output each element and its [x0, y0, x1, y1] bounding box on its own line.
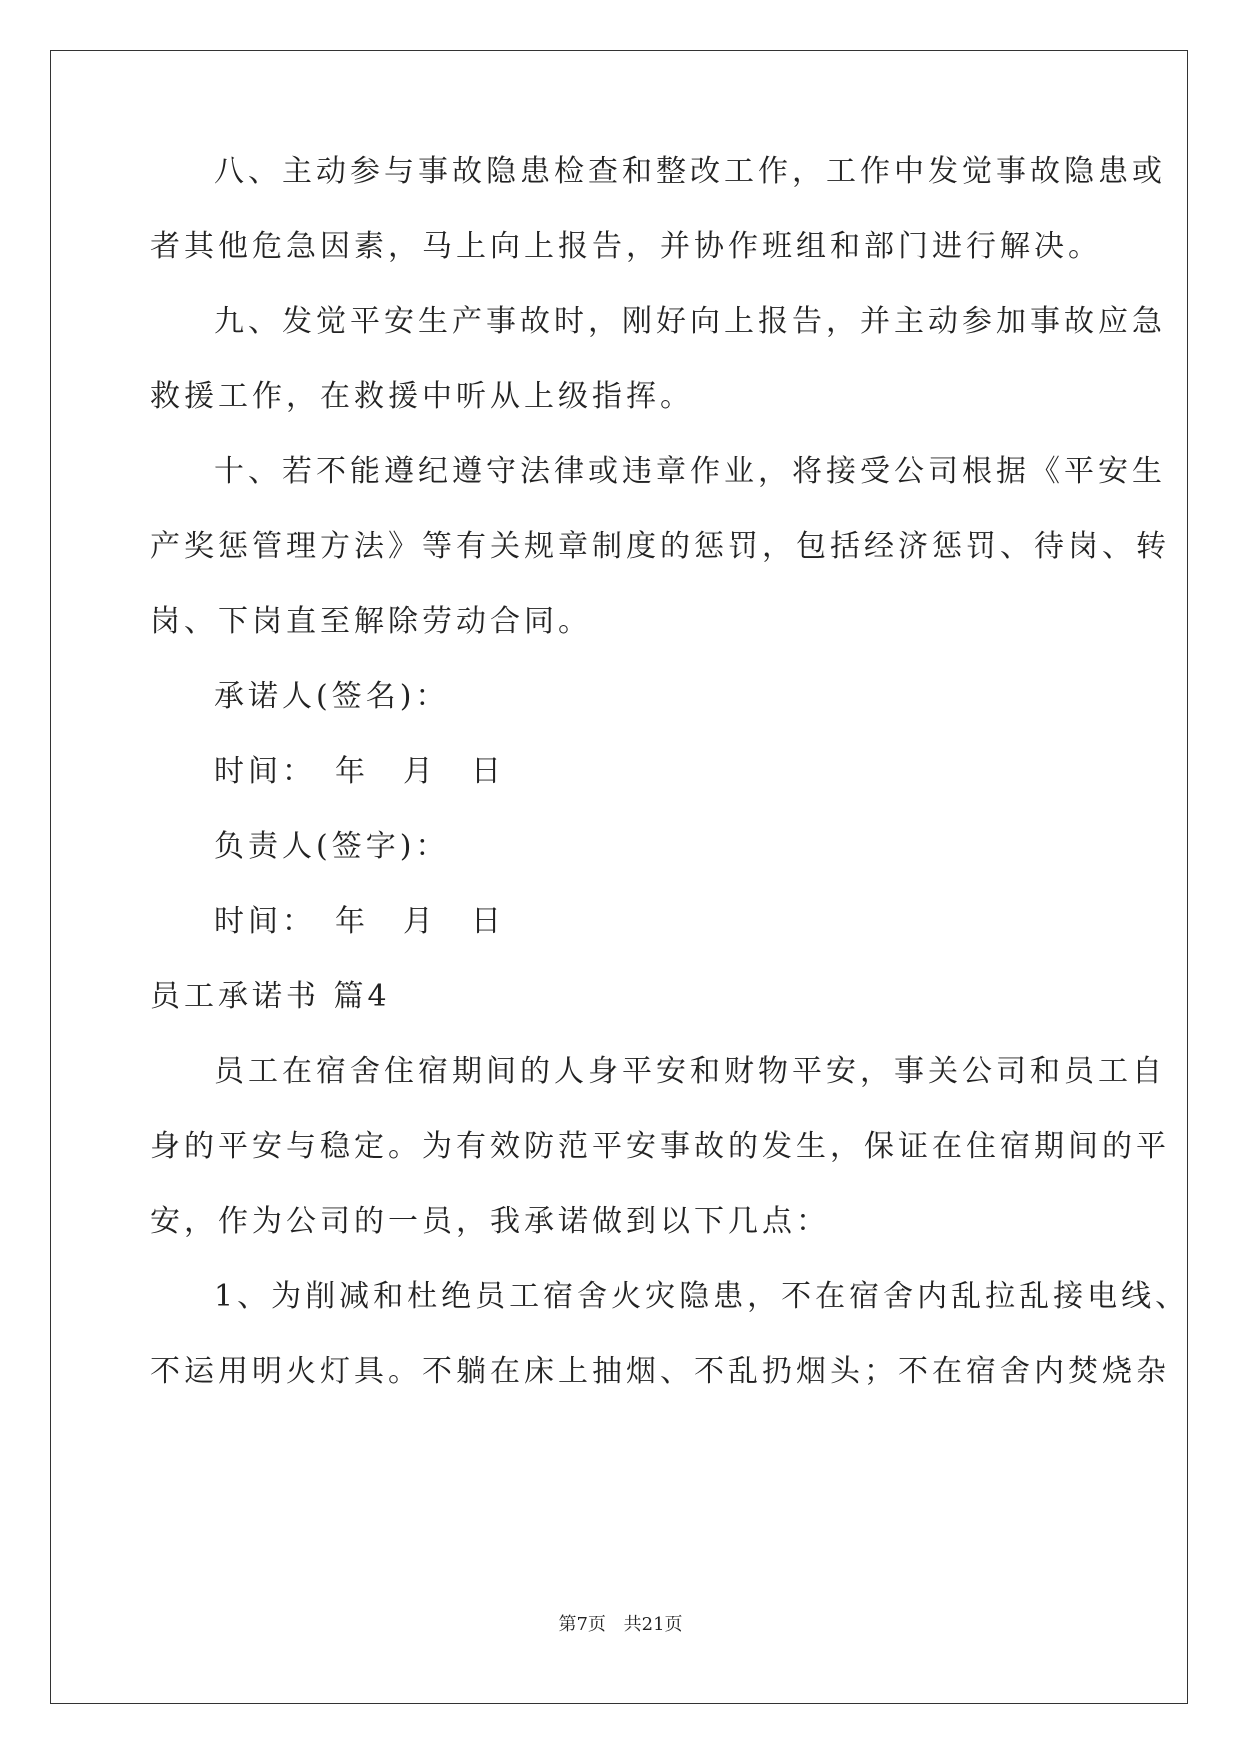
- paragraph-line: 十、若不能遵纪遵守法律或违章作业，将接受公司根据《平安生: [214, 454, 1166, 489]
- paragraph-line: 身的平安与稳定。为有效防范平安事故的发生，保证在住宿期间的平: [150, 1129, 1170, 1164]
- paragraph-line: 八、主动参与事故隐患检查和整改工作，工作中发觉事故隐患或: [214, 154, 1166, 189]
- paragraph-line: 不运用明火灯具。不躺在床上抽烟、不乱扔烟头；不在宿舍内焚烧杂: [150, 1354, 1170, 1389]
- paragraph-line: 救援工作，在救援中听从上级指挥。: [150, 379, 694, 414]
- signature-line-promisor: 承诺人(签名)：: [214, 679, 450, 714]
- paragraph-line: 安，作为公司的一员，我承诺做到以下几点：: [150, 1204, 830, 1239]
- paragraph-line: 者其他危急因素，马上向上报告，并协作班组和部门进行解决。: [150, 229, 1102, 264]
- section-heading: 员工承诺书 篇4: [150, 979, 391, 1014]
- date-line: 时间： 年 月 日: [214, 904, 505, 939]
- paragraph-line: 九、发觉平安生产事故时，刚好向上报告，并主动参加事故应急: [214, 304, 1166, 339]
- page-number: 第7页: [558, 1614, 606, 1635]
- page-border: [50, 50, 1188, 1704]
- date-line: 时间： 年 月 日: [214, 754, 505, 789]
- paragraph-line: 1、为削减和杜绝员工宿舍火灾隐患，不在宿舍内乱拉乱接电线、: [214, 1279, 1190, 1314]
- paragraph-line: 员工在宿舍住宿期间的人身平安和财物平安，事关公司和员工自: [214, 1054, 1166, 1089]
- page-total: 共21页: [623, 1614, 683, 1635]
- paragraph-line: 产奖惩管理方法》等有关规章制度的惩罚，包括经济惩罚、待岗、转: [150, 529, 1170, 564]
- signature-line-supervisor: 负责人(签字)：: [214, 829, 450, 864]
- page-footer: [0, 1613, 1241, 1637]
- paragraph-line: 岗、下岗直至解除劳动合同。: [150, 604, 592, 639]
